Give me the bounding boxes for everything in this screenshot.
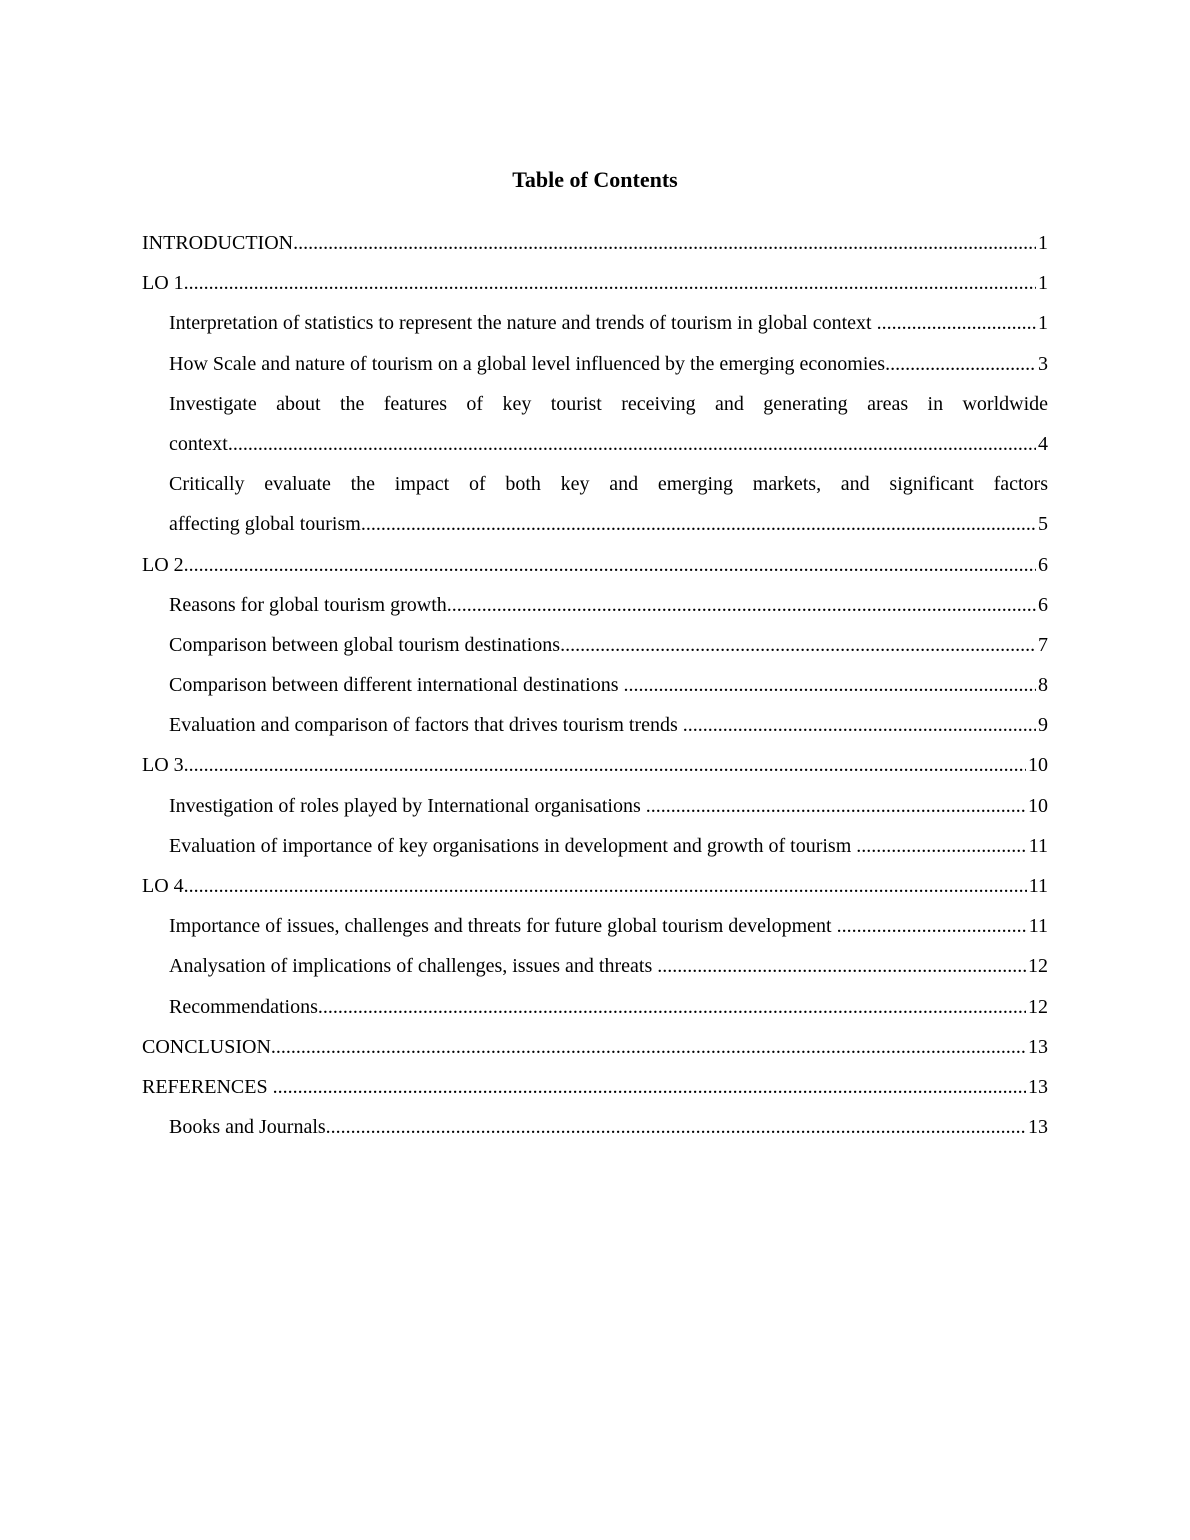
dot-leader: [184, 554, 1048, 576]
toc-entry-label: Evaluation and comparison of factors that drives tourism trends: [169, 714, 683, 737]
toc-entry-label: Recommendations: [169, 995, 318, 1018]
dot-leader: [683, 714, 1048, 736]
toc-entry-label: CONCLUSION: [142, 1035, 271, 1058]
toc-entry-recommendations: [142, 987, 1048, 1027]
toc-page-number: 11: [1027, 866, 1048, 906]
toc-entry-label: Comparison between different international destinations: [169, 674, 624, 697]
toc-page-number: 11: [1027, 826, 1048, 866]
table-of-contents: [142, 223, 1048, 1147]
toc-page-number: 12: [1026, 987, 1048, 1027]
toc-page-number: 13: [1026, 1067, 1048, 1107]
toc-entry-evaluation-factors-trends: [142, 705, 1048, 745]
toc-entry-label: context: [169, 432, 228, 455]
toc-page-number: 7: [1036, 625, 1048, 665]
toc-entry-label: INTRODUCTION: [142, 232, 294, 254]
dot-leader: [271, 1036, 1048, 1058]
toc-page-number: 1: [1036, 263, 1048, 303]
toc-page-number: 11: [1027, 906, 1048, 946]
dot-leader: [361, 513, 1048, 535]
toc-entry-scale-and-nature: [142, 344, 1048, 384]
page-title: Table of Contents: [512, 167, 678, 192]
toc-entry-books-and-journals: [142, 1107, 1048, 1147]
dot-leader: [885, 353, 1048, 375]
toc-entry-evaluation-importance-organisations: [142, 826, 1048, 866]
toc-page-number: 13: [1026, 1107, 1048, 1147]
dot-leader: [646, 795, 1048, 817]
toc-entry-label: LO 1: [142, 272, 184, 295]
toc-entry-label: LO 3: [142, 754, 184, 777]
toc-entry-label: Importance of issues, challenges and threats for future global tourism development: [169, 915, 837, 938]
toc-page-number: 4: [1036, 424, 1048, 464]
toc-entry-interpretation-of-statistics: [142, 303, 1048, 343]
toc-page-number: 8: [1036, 665, 1048, 705]
toc-entry-conclusion: [142, 1027, 1048, 1067]
toc-page-number: 6: [1036, 545, 1048, 585]
toc-entry-label: Books and Journals: [169, 1116, 326, 1139]
toc-entry-label: Reasons for global tourism growth: [169, 593, 447, 616]
toc-entry-label: LO 4: [142, 875, 184, 897]
dot-leader: [326, 1116, 1048, 1138]
dot-leader: [293, 232, 1048, 254]
toc-entry-critically-evaluate: [142, 464, 1048, 544]
dot-leader: [837, 915, 1048, 937]
toc-page-number: 1: [1036, 303, 1048, 343]
dot-leader: [228, 433, 1048, 455]
dot-leader: [184, 272, 1048, 294]
toc-entry-label: LO 2: [142, 553, 184, 576]
toc-page-number: 10: [1026, 745, 1048, 785]
toc-entry-label: affecting global tourism: [169, 513, 361, 536]
toc-entry-label: Investigation of roles played by International organisations: [169, 794, 646, 817]
toc-entry-investigation-roles: [142, 786, 1048, 826]
toc-page-number: 5: [1036, 504, 1048, 544]
toc-entry-line1: Investigate about the features of key tourist receiving and generating areas in worldwide: [169, 392, 1048, 415]
dot-leader: [184, 754, 1048, 776]
toc-entry-introduction: [142, 223, 1048, 263]
toc-entry-analysation-implications: [142, 946, 1048, 986]
toc-entry-lo-3: [142, 745, 1048, 785]
toc-entry-investigate-features: [142, 384, 1048, 464]
dot-leader: [624, 674, 1048, 696]
toc-entry-label: How Scale and nature of tourism on a global level influenced by the emerging economies: [169, 352, 886, 375]
toc-entry-lo-1: [142, 263, 1048, 303]
dot-leader: [273, 1076, 1048, 1098]
toc-entry-comparison-global-destinations: [142, 625, 1048, 665]
dot-leader: [447, 594, 1048, 616]
dot-leader: [657, 955, 1048, 977]
toc-entry-lo-4: [142, 866, 1048, 906]
dot-leader: [877, 312, 1048, 334]
toc-page-number: 3: [1036, 344, 1048, 384]
toc-entry-comparison-international-destinations: [142, 665, 1048, 705]
toc-entry-label: Evaluation of importance of key organisations in development and growth of tourism: [169, 834, 857, 857]
toc-entry-label: REFERENCES: [142, 1075, 273, 1098]
toc-entry-line1: Critically evaluate the impact of both key and emerging markets, and significant factors: [169, 473, 1048, 496]
toc-entry-lo-2: [142, 545, 1048, 585]
toc-page-number: 6: [1036, 585, 1048, 625]
toc-page-number: 10: [1026, 786, 1048, 826]
dot-leader: [184, 875, 1048, 897]
toc-entry-label: Analysation of implications of challenges, issues and threats: [169, 955, 658, 978]
toc-entry-line2: [169, 424, 1048, 464]
toc-page-number: 13: [1026, 1027, 1048, 1067]
dot-leader: [856, 835, 1048, 857]
toc-entry-reasons-for-growth: [142, 585, 1048, 625]
toc-entry-references: [142, 1067, 1048, 1107]
toc-page-number: 12: [1026, 946, 1048, 986]
toc-entry-importance-issues-challenges: [142, 906, 1048, 946]
toc-entry-label: Comparison between global tourism destinations: [169, 633, 561, 656]
dot-leader: [560, 634, 1048, 656]
toc-entry-label: Interpretation of statistics to represent the nature and trends of tourism in global context: [169, 312, 877, 335]
toc-entry-line2: [169, 504, 1048, 544]
toc-page-number: 1: [1036, 223, 1048, 263]
toc-page-number: 9: [1036, 705, 1048, 745]
dot-leader: [318, 996, 1048, 1018]
